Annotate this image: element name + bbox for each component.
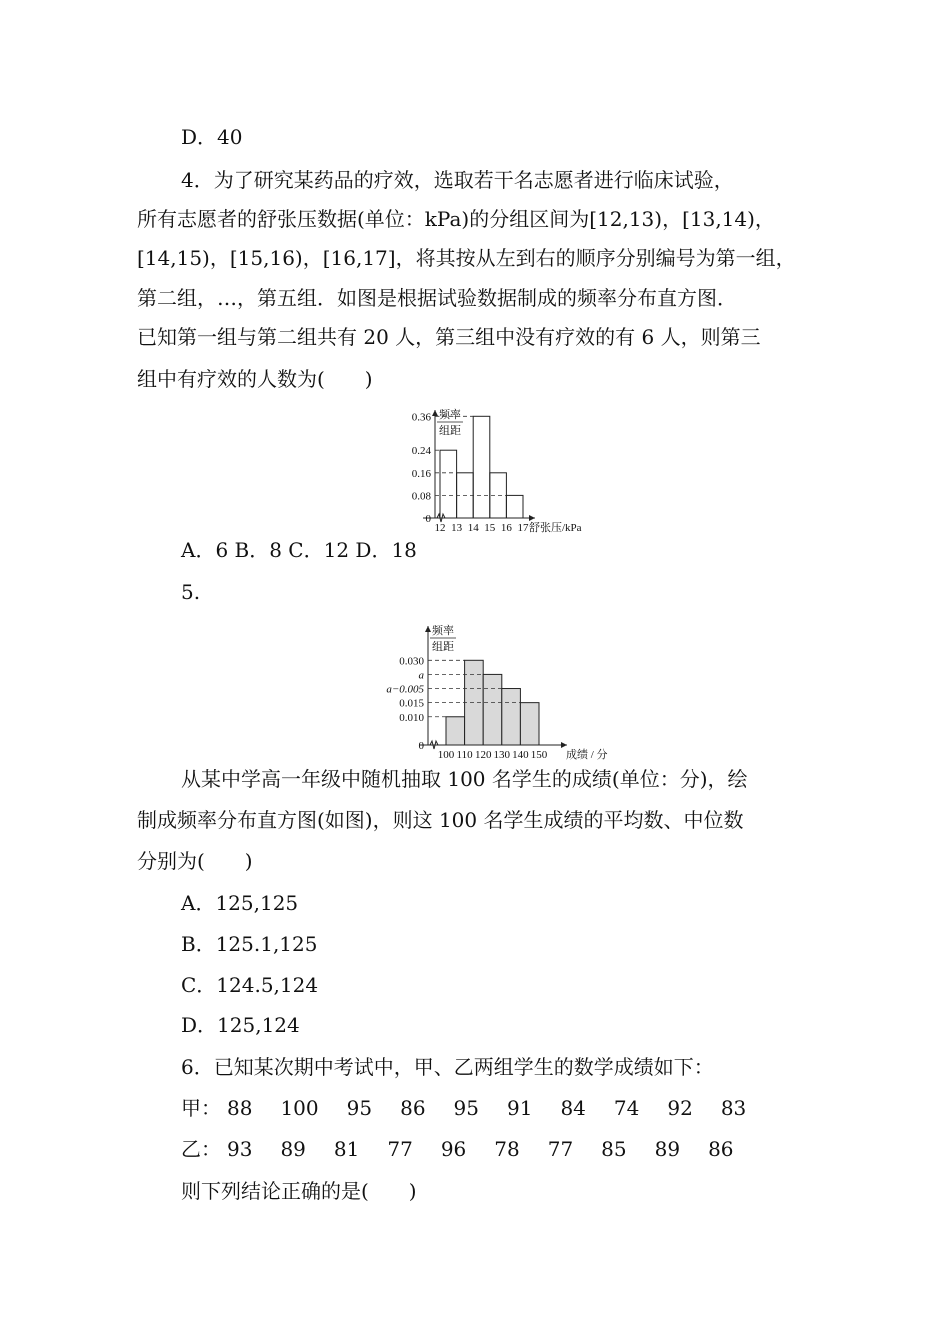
- yi-score: 78: [494, 1137, 520, 1161]
- jia-score: 84: [560, 1096, 586, 1120]
- histogram-bar: [483, 674, 502, 745]
- x-axis-arrow: [561, 742, 567, 748]
- q6-yi-row: [181, 1136, 762, 1162]
- x-tick-label: 140: [512, 749, 529, 761]
- x-tick-label: 130: [493, 749, 511, 761]
- histogram-bar: [440, 450, 457, 518]
- q5-option-d: D．125,124: [181, 1013, 300, 1037]
- x-tick-label: 110: [456, 749, 473, 761]
- q6-jia-row: [181, 1095, 774, 1121]
- y-tick-label: 0.010: [399, 711, 424, 724]
- q3-option-d: D．40: [181, 125, 243, 149]
- q5-number: 5.: [181, 580, 201, 604]
- x-tick-label: 17: [517, 522, 529, 534]
- q5-line-1: 从某中学高一年级中随机抽取 100 名学生的成绩(单位：分)，绘: [181, 767, 748, 791]
- jia-score: 95: [453, 1096, 479, 1120]
- y-tick-label: 0.36: [411, 411, 431, 424]
- jia-score: 100: [280, 1096, 319, 1120]
- jia-score: 83: [720, 1096, 747, 1120]
- x-axis-arrow: [529, 515, 535, 521]
- yi-label: 乙：: [181, 1137, 221, 1161]
- x-axis-label: 舒张压/kPa: [529, 522, 582, 534]
- y-axis-label-top: 频率: [439, 409, 461, 421]
- x-tick-label: 150: [530, 749, 548, 761]
- histogram-bar: [446, 717, 465, 745]
- yi-score: 77: [387, 1137, 413, 1161]
- yi-score: 89: [280, 1137, 306, 1161]
- y-tick-label: a: [418, 669, 424, 682]
- x-tick-label: 12: [434, 522, 446, 534]
- q4-line-3: [14,15)，[15,16)，[16,17]，将其按从左到右的顺序分别编号为第一组，: [137, 246, 796, 270]
- y-tick-label: 0.24: [411, 445, 431, 458]
- q5-line-3: 分别为( ): [137, 849, 253, 873]
- jia-label: 甲：: [181, 1096, 221, 1120]
- x-tick-label: 13: [451, 522, 463, 534]
- histogram-bar: [473, 416, 490, 518]
- y-axis-label-bottom: 组距: [432, 641, 454, 653]
- origin-label: 0: [418, 740, 424, 752]
- x-tick-label: 120: [474, 749, 492, 761]
- jia-score: 74: [613, 1096, 640, 1120]
- score-histogram: [370, 622, 630, 768]
- q5-option-c: C．124.5,124: [181, 973, 319, 997]
- q4-options: A．6 B．8 C．12 D．18: [181, 538, 417, 562]
- q4-line-5: 已知第一组与第二组共有 20 人，第三组中没有疗效的有 6 人，则第三: [137, 325, 761, 349]
- q4-line-4: 第二组，…，第五组．如图是根据试验数据制成的频率分布直方图．: [137, 286, 737, 310]
- x-tick-label: 14: [467, 522, 479, 534]
- origin-label: 0: [425, 513, 431, 525]
- y-axis-arrow: [432, 410, 438, 416]
- y-tick-label: 0.030: [399, 655, 424, 668]
- y-axis-label-top: 频率: [432, 625, 454, 637]
- jia-score: 91: [507, 1096, 533, 1120]
- q4-line-6: 组中有疗效的人数为( ): [137, 367, 373, 391]
- y-axis-label-bottom: 组距: [439, 425, 461, 437]
- yi-score: 85: [601, 1137, 627, 1161]
- x-tick-label: 15: [484, 522, 496, 534]
- y-tick-label: 0.16: [411, 467, 431, 480]
- q6-stem: 6．已知某次期中考试中，甲、乙两组学生的数学成绩如下：: [181, 1055, 714, 1079]
- q4-line-2: 所有志愿者的舒张压数据(单位：kPa)的分组区间为[12,13)，[13,14)，: [137, 207, 775, 231]
- jia-score: 92: [667, 1096, 693, 1120]
- q6-question: 则下列结论正确的是( ): [181, 1179, 417, 1203]
- x-axis-label: 成绩 / 分: [566, 749, 608, 761]
- yi-score: 77: [547, 1137, 574, 1161]
- histogram-bar: [502, 689, 521, 745]
- q5-option-b: B．125.1,125: [181, 932, 318, 956]
- histogram-bar: [506, 495, 523, 518]
- y-tick-label: a−0.005: [386, 683, 424, 696]
- jia-score: 88: [227, 1096, 253, 1120]
- y-tick-label: 0.08: [411, 490, 431, 503]
- yi-score: 93: [227, 1137, 253, 1161]
- q4-line-1: 4．为了研究某药品的疗效，选取若干名志愿者进行临床试验，: [181, 168, 734, 192]
- yi-score: 81: [333, 1137, 360, 1161]
- q5-line-2: 制成频率分布直方图(如图)，则这 100 名学生成绩的平均数、中位数: [137, 808, 744, 832]
- y-axis-arrow: [425, 626, 431, 632]
- yi-score: 86: [708, 1137, 734, 1161]
- y-tick-label: 0.015: [399, 697, 424, 710]
- jia-score: 95: [346, 1096, 373, 1120]
- histogram-bar: [520, 703, 539, 745]
- x-tick-label: 16: [500, 522, 512, 534]
- yi-score: 96: [440, 1137, 467, 1161]
- yi-score: 89: [654, 1137, 681, 1161]
- x-tick-label: 100: [437, 749, 455, 761]
- q5-option-a: A．125,125: [181, 891, 299, 915]
- jia-score: 86: [400, 1096, 426, 1120]
- bp-histogram: [395, 405, 610, 540]
